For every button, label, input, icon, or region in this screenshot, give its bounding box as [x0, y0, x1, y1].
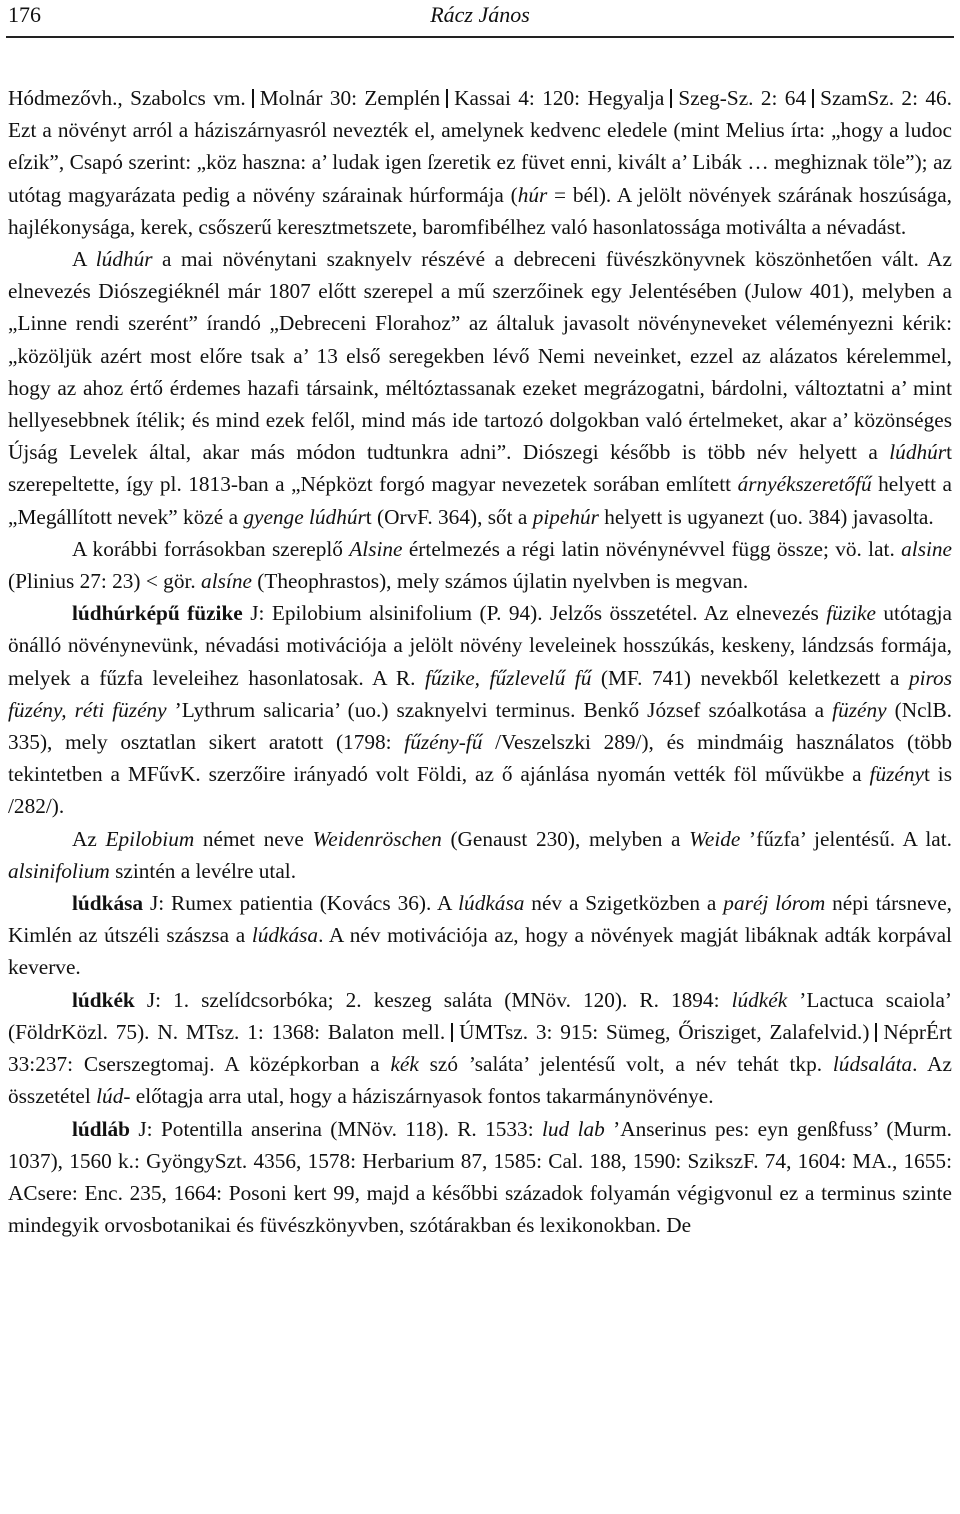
text-run: Molnár 30: Zemplén	[259, 86, 441, 110]
italic-term: kék	[390, 1052, 419, 1077]
entry-headword: lúdkása	[72, 891, 144, 916]
italic-term: lúd-	[96, 1084, 131, 1109]
italic-term: árnyékszeretőfű	[737, 472, 872, 497]
text-run: név a Szigetközben a	[524, 891, 724, 916]
header-rule	[6, 36, 954, 38]
paragraph	[8, 597, 952, 822]
separator-bar	[875, 1023, 877, 1042]
entry-headword: lúdhúrképű füzike	[72, 601, 243, 626]
text-run: előtagja arra utal, hogy a háziszárnyasok fontos takarmánynövénye.	[130, 1084, 714, 1109]
italic-term: lúdkása	[251, 923, 319, 948]
text-run: SzamSz. 2: 46. Ezt a növényt arról a háziszárnyasról nevezték el, amelynek kedvenc eledele (mint Melius írta: „hogy a ludoc eſzik”, Csapó szerint: „köz haszna: a’ ludak igen ſzeretik ez füvet enni, kivált a’ Libák … meghiznak töle”); az utótag magyarázata pedig a növény szárainak húrformája (	[8, 86, 952, 207]
text-run: J: 1. szelídcsorbóka; 2. keszeg saláta (MNöv. 120). R. 1894:	[134, 987, 732, 1012]
separator-bar	[451, 1023, 453, 1042]
paragraph	[8, 823, 952, 887]
text-run: t is /282/).	[8, 762, 953, 819]
italic-term: piros füzény, réti füzény	[8, 665, 952, 722]
text-run: (MF. 741) nevekből keletkezett a	[591, 665, 909, 690]
text-run: J: Epilobium alsinifolium (P. 94). Jelzős összetétel. Az elnevezés	[242, 601, 827, 626]
separator-bar	[812, 89, 814, 108]
entry-headword: lúdkék	[72, 987, 135, 1012]
text-run: . Az összetétel	[8, 1052, 952, 1109]
paragraph	[8, 82, 952, 243]
text-run: ÚMTsz. 3: 915: Sümeg, Őrisziget, Zalafelvid.)	[459, 1019, 870, 1044]
italic-term: füzény	[832, 697, 887, 722]
page-number: 176	[8, 2, 41, 27]
separator-bar	[252, 89, 254, 108]
text-run: (NclB. 335), mely osztatlan sikert aratott (1798:	[8, 697, 952, 755]
italic-term: Weidenröschen	[312, 826, 442, 851]
italic-term: lúdhúr	[889, 440, 947, 465]
italic-term: lúdsaláta	[832, 1052, 913, 1077]
text-run: t szerepeltette, így pl. 1813-ban a „Népközt forgó magyar nevezetek sorában említett	[8, 440, 952, 497]
paragraph	[8, 533, 952, 597]
text-run: J: Potentilla anserina (MNöv. 118). R. 1533:	[130, 1116, 542, 1141]
text-run: értelmezés a régi latin növénynévvel függ össze; vö. lat.	[402, 536, 902, 561]
italic-term: Alsine	[349, 536, 403, 561]
text-run: = bél). A jelölt növények szárának hoszúsága, hajlékonysága, kerek, csőszerű keresztmetszete, baromfibélhez való hasonlatossága motiválta a névadást.	[8, 182, 952, 239]
text-run: t (OrvF. 364), sőt a	[365, 504, 533, 529]
text-run: J: Rumex patientia (Kovács 36). A	[143, 891, 459, 916]
italic-term: lúdhúr	[95, 247, 153, 272]
text-run: A korábbi forrásokban szereplő	[72, 536, 350, 561]
italic-term: füzény	[869, 762, 924, 787]
text-run: ’Lactuca scaiola’ (FöldrKözl. 75). N. MTsz. 1: 1368: Balaton mell.	[8, 987, 952, 1044]
italic-term: lud lab	[541, 1116, 605, 1141]
text-run: Kassai 4: 120: Hegyalja	[454, 86, 665, 110]
italic-term: alsinifolium	[8, 858, 110, 883]
italic-term: alsine	[901, 536, 952, 561]
paragraph	[8, 243, 952, 533]
text-run: német neve	[194, 826, 313, 851]
paragraph	[8, 887, 952, 984]
italic-term: gyenge lúdhúr	[243, 504, 366, 529]
text-run: a mai növénytani szaknyelv részévé a debreceni füvészkönyvnek köszönhetően vált. Az elnevezés Diószegiéknél már 1807 előtt szerepel a mű szerzőinek egy Jelentésében (Julow 401), melyben a „Linne rendi szerént” írandó „Debreceni Florahoz” az általuk javasolt növényneveket véleményezni kérik: „közöljük azért most előre tsak a’ 13 első seregekben lévő Nemi neveinket, ezzel az alázatos kérelemmel, hogy az ahoz értő érdemes hazafi társaink, méltóztassanak ezeket megrázogatni, bárdolni, változtatni a’ mint hellyesebbnek ítélik; és mind ezek felől, mind más ide tartozó dolgokban való értelmeket, akar a’ közönséges Újság Levelek által, akar más módon tudtunkra adni”. Diószegi később is több név helyett a	[8, 247, 952, 465]
text-run: (Genaust 230), melyben a	[441, 826, 690, 851]
italic-term: füzike	[826, 601, 876, 626]
italic-term: pipehúr	[532, 504, 599, 529]
italic-term: Epilobium	[105, 826, 195, 851]
text-run: Az	[72, 826, 106, 851]
text-run: helyett is ugyanezt (uo. 384) javasolta.	[598, 504, 934, 529]
italic-term: fűzike, fűzlevelű fű	[424, 665, 592, 690]
italic-term: alsíne	[201, 569, 252, 594]
text-run: A	[72, 247, 96, 272]
text-run: szó ’saláta’ jelentésű volt, a név tehát tkp.	[418, 1052, 833, 1077]
italic-term: fűzény-fű	[404, 730, 483, 755]
italic-term: lúdkása	[458, 891, 525, 916]
text-run: utótagja önálló növénynevünk, névadási motivációja a jelölt növény leveleinek hosszúkás, keskeny, lándzsás formája, melyek a fűzfa leveleihez hasonlatosak. A R.	[8, 601, 952, 690]
text-run: . A név motivációja az, hogy a növények magját libáknak adták korpával keverve.	[8, 923, 952, 980]
text-run: (Plinius 27: 23) < gör.	[8, 569, 202, 594]
paragraph	[8, 984, 952, 1113]
running-header	[8, 0, 952, 38]
text-run: szintén a levélre utal.	[109, 858, 297, 883]
italic-term: paréj lórom	[723, 891, 826, 916]
entry-headword: lúdláb	[72, 1116, 131, 1141]
text-run: (Theophrastos), mely számos újlatin nyelvben is megvan.	[251, 569, 749, 594]
text-run: helyett a „Megállított nevek” közé a	[8, 472, 952, 529]
paragraph	[8, 1113, 952, 1242]
italic-term: lúdkék	[731, 987, 788, 1012]
text-run: ’fűzfa’ jelentésű. A lat.	[740, 826, 952, 851]
running-author: Rácz János	[430, 2, 530, 27]
text-run: NéprÉrt 33:237: Cserszegtomaj. A középkorban a	[8, 1019, 953, 1077]
text-run: népi társneve, Kimlén az útszéli szászsa a	[8, 891, 952, 948]
italic-term: húr	[517, 182, 548, 207]
italic-term: Weide	[689, 826, 741, 851]
text-run: /Veszelszki 289/), és mindmáig használatos (több tekintetben a MFűvK. szerzőire irányadó volt Földi, az ő ajánlása nyomán vették föl művükbe a	[8, 730, 952, 787]
body-text	[8, 82, 952, 1241]
text-run: Hódmezővh., Szabolcs vm.	[8, 86, 246, 110]
separator-bar	[446, 89, 448, 108]
text-run: ’Lythrum salicaria’ (uo.) szaknyelvi terminus. Benkő József szóalkotása a	[166, 697, 833, 722]
text-run: Szeg-Sz. 2: 64	[678, 86, 807, 110]
separator-bar	[670, 89, 672, 108]
text-run: ’Anserinus pes: eyn genßfuss’ (Murm. 1037), 1560 k.: GyöngySzt. 4356, 1578: Herbarium 87, 1585: Cal. 188, 1590: SzikszF. 74, 1604: MA., 1655: ACsere: Enc. 235, 1664: Posoni kert 99, majd a későbbi századok folyamán végigvonul ez a terminus szinte mindegyik orvosbotanikai és füvészkönyvben, szótárakban és lexikonokban. De	[8, 1116, 952, 1238]
